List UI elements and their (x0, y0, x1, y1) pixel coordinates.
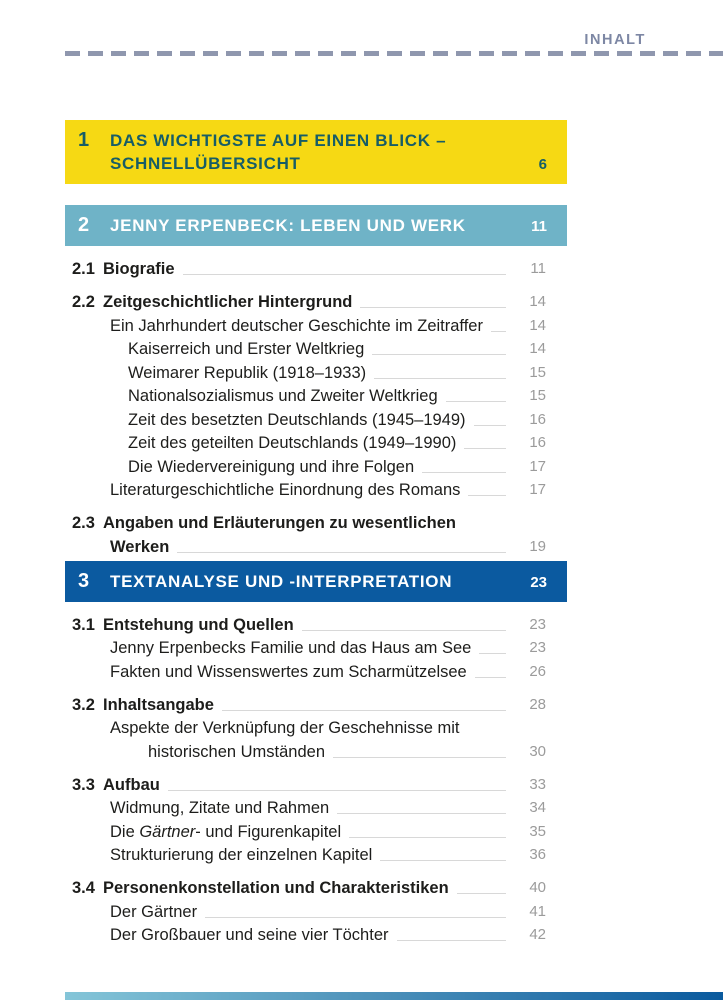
bottom-accent-bar (65, 992, 723, 1000)
running-head: INHALT (584, 32, 646, 48)
toc-entry-row (65, 383, 567, 407)
toc-entry-row (65, 818, 567, 842)
dashed-rule (65, 51, 723, 56)
toc-entry-row (65, 795, 567, 819)
leader-line (372, 354, 506, 355)
toc-entry-title: Widmung, Zitate und Rahmen (110, 799, 330, 817)
toc-entry-page-number: 28 (529, 695, 546, 713)
leader-line (177, 552, 506, 553)
leader-line (222, 710, 506, 711)
toc-entry-title: Weimarer Republik (1918–1933) (128, 363, 367, 382)
toc-entry-page-number: 15 (529, 387, 546, 404)
toc-entry-page-number: 16 (529, 410, 546, 428)
toc-entry-page-number: 16 (529, 434, 546, 451)
toc-entry-row (65, 922, 567, 946)
toc-entry-title: Entstehung und Quellen (103, 615, 294, 634)
toc-entry-row (65, 477, 567, 501)
toc-entry-title: Strukturierung der einzelnen Kapitel (110, 846, 373, 864)
toc-entry-title: Zeit des besetzten Deutschlands (1945–1949) (128, 410, 466, 429)
leader-line (475, 677, 506, 678)
toc-entry-number: 3.3 (72, 775, 95, 794)
toc-entry-row (65, 406, 567, 430)
toc-entry-page-number: 14 (529, 293, 546, 310)
toc-entry-title: Zeit des geteilten Deutschlands (1949–1990) (128, 434, 457, 452)
toc-entry-row (65, 771, 567, 795)
leader-line (360, 307, 506, 308)
toc-entry-page-number: 42 (529, 926, 546, 943)
toc-entry-page-number: 26 (529, 662, 546, 680)
section-title: DAS WICHTIGSTE AUF EINEN BLICK – SCHNELLÜBERSICHT (110, 131, 447, 173)
toc-entry-page-number: 11 (530, 260, 546, 277)
toc-list (65, 118, 567, 945)
toc-entry-row (65, 611, 567, 635)
toc-content (65, 118, 567, 945)
toc-entry-title: Aufbau (103, 775, 160, 794)
toc-entry-page-number: 14 (529, 316, 546, 334)
toc-entry-page-number: 35 (529, 822, 546, 840)
leader-line (205, 917, 506, 918)
toc-entry-page-number: 30 (529, 742, 546, 760)
toc-entry-number: 3.2 (72, 695, 95, 714)
toc-entry-title: Personenkonstellation und Charakteristiken (103, 879, 449, 897)
section-page-number: 11 (531, 218, 547, 235)
section-page-number: 23 (530, 573, 547, 591)
toc-entry-row (65, 875, 567, 899)
toc-entry-row (65, 738, 567, 762)
toc-entry-row (65, 635, 567, 659)
toc-entry-title: Angaben und Erläuterungen zu wesentlichen (103, 514, 456, 532)
leader-line (333, 757, 506, 758)
toc-entry-title: Der Großbauer und seine vier Töchter (110, 926, 389, 944)
toc-entry-page-number: 23 (529, 639, 546, 656)
toc-entry-title: Die Wiedervereinigung und ihre Folgen (128, 457, 415, 476)
toc-entry-title: Literaturgeschichtliche Einordnung des Romans (110, 481, 461, 499)
toc-entry-row (65, 336, 567, 360)
toc-entry-title: Werken (110, 537, 170, 556)
toc-entry-number: 3.1 (72, 615, 95, 634)
toc-entry-row (65, 842, 567, 866)
leader-line (337, 813, 506, 814)
toc-entry-row (65, 312, 567, 336)
toc-entry-row (65, 453, 567, 477)
toc-entry-row (65, 430, 567, 454)
toc-entry-row (65, 658, 567, 682)
toc-entry-title: Aspekte der Verknüpfung der Geschehnisse mit (110, 719, 460, 737)
leader-line (468, 495, 506, 496)
section-number: 1 (78, 129, 90, 151)
leader-line (422, 472, 506, 473)
leader-line (397, 940, 507, 941)
leader-line (446, 401, 506, 402)
toc-entry-page-number: 19 (529, 537, 546, 555)
section-number: 2 (78, 214, 90, 236)
toc-entry-page-number: 14 (529, 340, 546, 357)
section-banner-1 (65, 120, 567, 184)
toc-entry-page-number: 41 (529, 902, 546, 920)
toc-entry-row (65, 510, 567, 534)
toc-entry-title: Nationalsozialismus und Zweiter Weltkrieg (128, 387, 438, 405)
toc-entry-page-number: 23 (529, 615, 546, 633)
leader-line (491, 331, 506, 332)
leader-line (474, 425, 506, 426)
leader-line (464, 448, 506, 449)
leader-line (302, 630, 506, 631)
toc-entry-title: Ein Jahrhundert deutscher Geschichte im Zeitraffer (110, 316, 483, 335)
leader-line (183, 274, 506, 275)
toc-entry-page-number: 17 (529, 457, 546, 475)
leader-line (457, 893, 506, 894)
toc-entry-title: Kaiserreich und Erster Weltkrieg (128, 340, 365, 358)
toc-entry-number: 2.1 (72, 260, 95, 278)
toc-entry-title: Der Gärtner (110, 902, 198, 921)
toc-entry-page-number: 40 (529, 879, 546, 896)
toc-entry-page-number: 36 (529, 846, 546, 863)
toc-entry-row (65, 289, 567, 313)
section-banner-2 (65, 205, 567, 246)
toc-entry-row (65, 359, 567, 383)
toc-entry-page-number: 15 (529, 363, 546, 381)
toc-entry-page-number: 17 (529, 481, 546, 498)
leader-line (380, 860, 506, 861)
toc-entry-page-number: 33 (529, 775, 546, 793)
toc-entry-page-number: 34 (529, 799, 546, 816)
toc-entry-title: Biografie (103, 260, 175, 278)
toc-entry-title: Inhaltsangabe (103, 695, 214, 714)
toc-entry-title: Zeitgeschichtlicher Hintergrund (103, 293, 353, 311)
toc-entry-number: 2.2 (72, 293, 95, 311)
leader-line (479, 653, 506, 654)
section-page-number: 6 (538, 156, 547, 173)
toc-entry-title: historischen Umständen (148, 742, 326, 761)
toc-entry-row (65, 256, 567, 280)
leader-line (349, 837, 506, 838)
section-title: TEXTANALYSE UND -INTERPRETATION (110, 571, 453, 591)
toc-entry-row (65, 898, 567, 922)
section-title: JENNY ERPENBECK: LEBEN UND WERK (110, 216, 466, 235)
toc-entry-row (65, 715, 567, 739)
toc-entry-row (65, 691, 567, 715)
toc-entry-title: Die Gärtner- und Figurenkapitel (110, 822, 342, 841)
section-banner-3 (65, 561, 567, 602)
leader-line (168, 790, 506, 791)
section-number: 3 (78, 569, 90, 592)
toc-entry-title: Fakten und Wissenswertes zum Scharmützelsee (110, 662, 467, 681)
toc-entry-title: Jenny Erpenbecks Familie und das Haus am See (110, 639, 472, 657)
toc-entry-row (65, 533, 567, 557)
toc-entry-number: 2.3 (72, 514, 95, 532)
leader-line (374, 378, 506, 379)
toc-entry-number: 3.4 (72, 879, 95, 897)
